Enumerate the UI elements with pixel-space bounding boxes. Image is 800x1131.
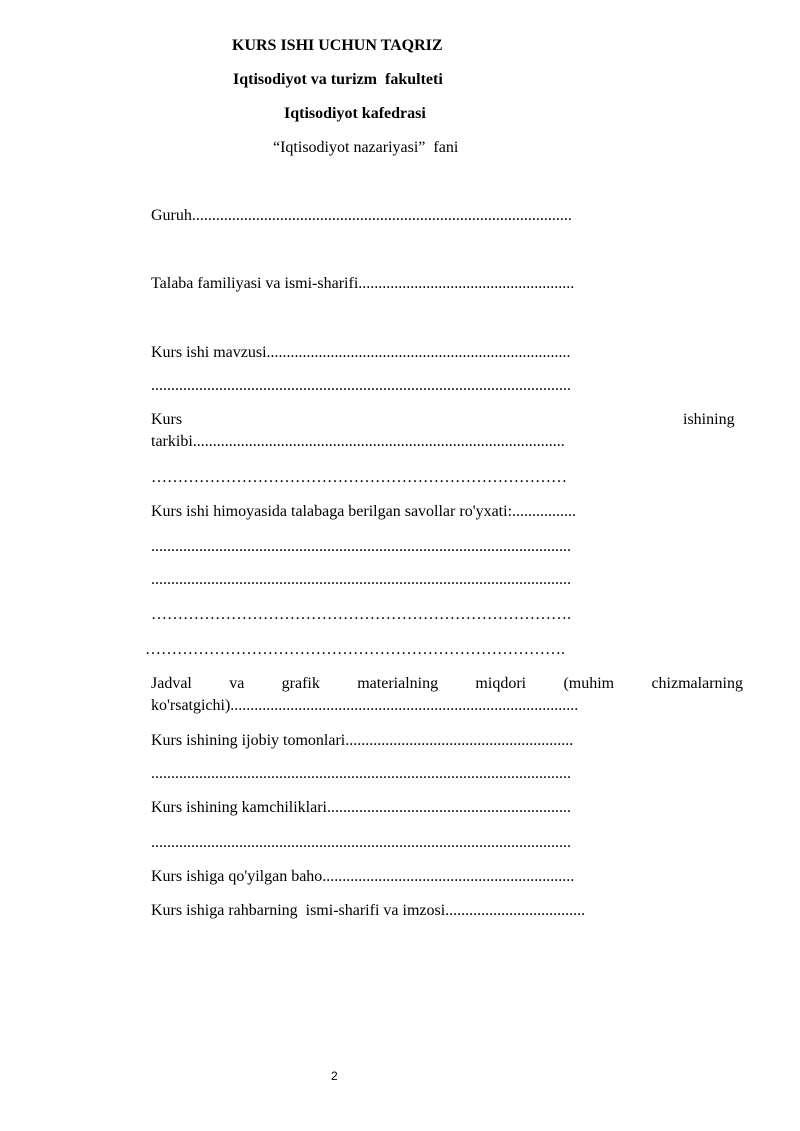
- group-field: Guruh...............................................................................................: [151, 207, 572, 224]
- shortcomings-continuation: .........................................................................................................: [151, 834, 571, 851]
- questions-field: Kurs ishi himoyasida talabaga berilgan savollar ro'yxati:................: [151, 503, 577, 520]
- department-name: Iqtisodiyot kafedrasi: [284, 105, 426, 122]
- tables-word-5: miqdori: [475, 675, 527, 692]
- questions-continuation-1: .........................................................................................................: [151, 538, 571, 555]
- page-number: 2: [331, 1069, 338, 1083]
- structure-label-end: ishining: [683, 411, 735, 428]
- tables-word-7: chizmalarning: [651, 675, 743, 692]
- faculty-name: Iqtisodiyot va turizm fakulteti: [233, 71, 443, 88]
- topic-field: Kurs ishi mavzusi............................................................................: [151, 344, 571, 361]
- questions-continuation-3: …………………………………………………………………….: [151, 606, 571, 623]
- structure-label-start: Kurs: [151, 411, 183, 428]
- tables-word-2: va: [229, 675, 245, 692]
- tables-field: ko'rsatgichi).......................................................................................: [151, 697, 579, 714]
- document-title: KURS ISHI UCHUN TAQRIZ: [232, 37, 443, 54]
- subject-name: “Iqtisodiyot nazariyasi” fani: [273, 139, 459, 156]
- tables-label: [151, 674, 743, 694]
- topic-continuation: .........................................................................................................: [151, 377, 571, 394]
- tables-word-1: Jadval: [151, 675, 192, 692]
- grade-field: Kurs ishiga qo'yilgan baho...............................................................: [151, 868, 575, 885]
- tables-word-3: grafik: [281, 675, 320, 692]
- questions-continuation-2: .........................................................................................................: [151, 571, 571, 588]
- shortcomings-field: Kurs ishining kamchiliklari.............................................................: [151, 799, 571, 816]
- positive-field: Kurs ishining ijobiy tomonlari.........................................................: [151, 732, 574, 749]
- tables-word-6: (muhim: [563, 675, 615, 692]
- tables-word-4: materialning: [357, 675, 439, 692]
- structure-continuation: ……………………………………………………………………: [151, 469, 567, 486]
- supervisor-field: Kurs ishiga rahbarning ismi-sharifi va imzosi...................................: [151, 902, 586, 919]
- student-name-field: Talaba familiyasi va ismi-sharifi......................................................: [151, 275, 575, 292]
- positive-continuation: .........................................................................................................: [151, 765, 571, 782]
- structure-field: tarkibi.............................................................................................: [151, 433, 565, 450]
- questions-continuation-4: …………………………………………………………………….: [145, 641, 565, 658]
